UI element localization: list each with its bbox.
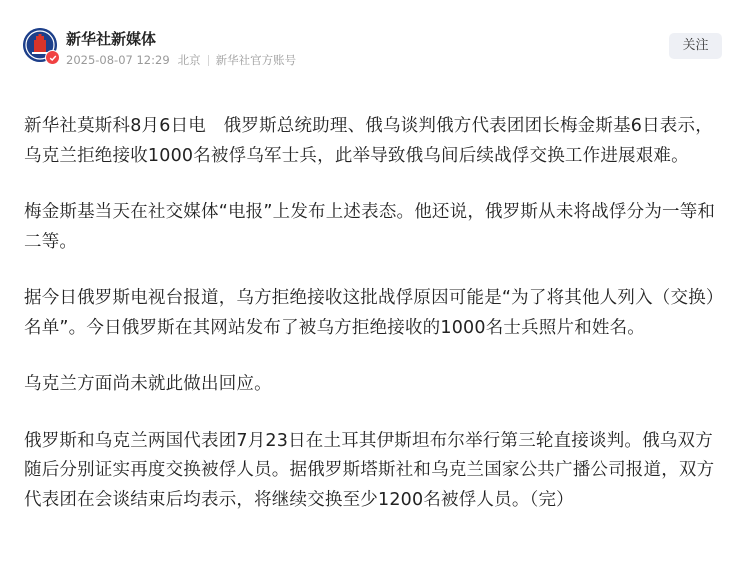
article-paragraph: 俄罗斯和乌克兰两国代表团7月23日在土耳其伊斯坦布尔举行第三轮直接谈判。俄乌双方随后分别证实再度交换被俘人员。据俄罗斯塔斯社和乌克兰国家公共广播公司报道，双方代表团在会谈结束后均表示，将继续交换至少1200名被俘人员。（完） [24, 430, 715, 510]
article-paragraph: 新华社莫斯科8月6日电 俄罗斯总统助理、俄乌谈判俄方代表团团长梅金斯基6日表示，乌克兰拒绝接收1000名被俘乌军士兵，此举导致俄乌间后续战俘交换工作进展艰难。 [24, 116, 713, 166]
article-header [0, 0, 751, 80]
meta-divider [208, 55, 209, 66]
post-meta [66, 53, 296, 67]
article-body [24, 112, 730, 542]
article-paragraph: 梅金斯基当天在社交媒体“电报”上发布上述表态。他还说，俄罗斯从未将战俘分为一等和二等。 [24, 202, 716, 252]
post-location: 北京 [177, 53, 201, 67]
follow-button[interactable]: 关注 [669, 33, 722, 59]
author-name[interactable]: 新华社新媒体 [66, 30, 157, 48]
article-paragraph: 乌克兰方面尚未就此做出回应。 [24, 374, 272, 394]
post-timestamp: 2025-08-07 12:29 [66, 53, 170, 67]
account-type: 新华社官方账号 [215, 53, 297, 67]
verified-badge-icon [45, 50, 60, 65]
article-paragraph: 据今日俄罗斯电视台报道，乌方拒绝接收这批战俘原因可能是“为了将其他人列入（交换）名单”。今日俄罗斯在其网站发布了被乌方拒绝接收的1000名士兵照片和姓名。 [24, 288, 724, 338]
